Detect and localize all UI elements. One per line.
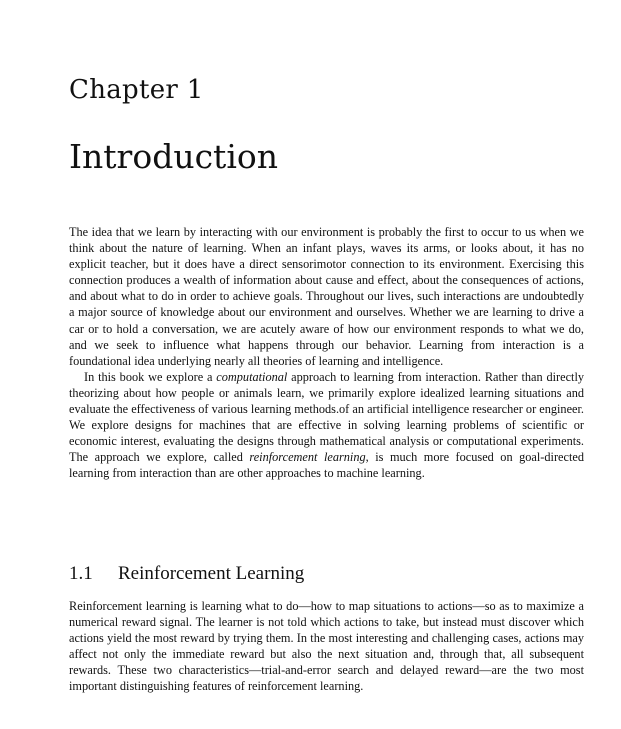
intro-text bbox=[69, 224, 584, 482]
section-title: Reinforcement Learning bbox=[118, 563, 305, 584]
intro-paragraph-2-part-1: In this book we explore a bbox=[84, 369, 217, 384]
intro-paragraph-2-part-3: , is much more focused on goal-directed learning from interaction than are other approaches to machine learning. bbox=[69, 450, 584, 481]
intro-paragraph-1: The idea that we learn by interacting with our environment is probably the first to occur to us when we think about the nature of learning. When an infant plays, waves its arms, or looks about, it has no explicit teacher, but it does have a direct sensorimotor connection to its environment. Exercising this connection produces a wealth of information about cause and effect, about the consequences of actions, and about what to do in order to achieve goals. Throughout our lives, such interactions are undoubtedly a major source of knowledge about our environment and ourselves. Whether we are learning to drive a car or to hold a conversation, we are acutely aware of how our environment responds to what we do, and we seek to influence what happens through our behavior. Learning from interaction is a foundational idea underlying nearly all theories of learning and intelligence. bbox=[69, 225, 584, 368]
intro-paragraph-2 bbox=[69, 369, 584, 482]
section-number: 1.1 bbox=[69, 563, 93, 584]
intro-paragraph-2-part-2: approach to learning from interaction. Rather than directly theorizing about how people or animals learn, we primarily explore idealized learning situations and evaluate the effectiveness of various learning methods.of an artificial intelligence researcher or engineer. We explore designs for machines that are effective in solving learning problems of scientific or economic interest, evaluating the designs through mathematical analysis or computational experiments. The approach we explore, called bbox=[69, 369, 585, 465]
section-heading bbox=[69, 561, 304, 587]
section-text bbox=[69, 598, 584, 695]
term-reinforcement-learning: reinforcement learning bbox=[249, 450, 366, 465]
chapter-title: Introduction bbox=[69, 137, 278, 176]
term-computational: computational bbox=[216, 369, 288, 384]
section-paragraph-1: Reinforcement learning is learning what to do—how to map situations to actions—so as to maximize a numerical reward signal. The learner is not told which actions to take, but instead must discover which actions yield the most reward by trying them. In the most interesting and challenging cases, actions may affect not only the immediate reward but also the next situation and, through that, all subsequent rewards. These two characteristics—trial-and-error search and delayed reward—are the two most important distinguishing features of reinforcement learning. bbox=[69, 599, 584, 694]
chapter-label: Chapter 1 bbox=[69, 75, 204, 105]
